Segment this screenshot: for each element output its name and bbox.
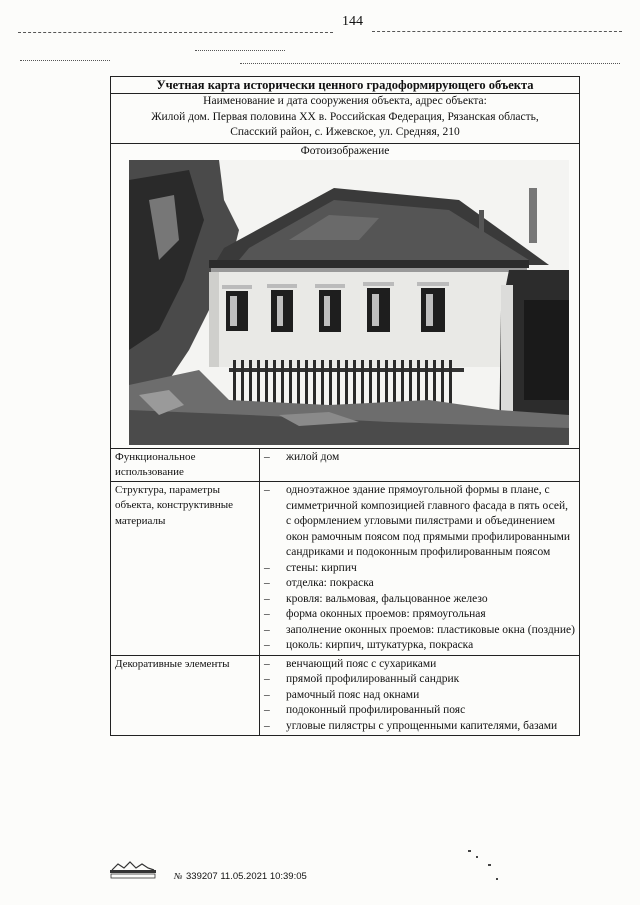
row-items xyxy=(260,656,579,736)
row-items xyxy=(260,482,579,655)
scan-artifact-line xyxy=(18,32,333,33)
registry-stamp-icon xyxy=(108,856,158,880)
row-items xyxy=(260,449,579,482)
row-functional-use xyxy=(111,449,579,483)
info-address: Спасский район, с. Ижевское, ул. Средняя, 210 xyxy=(230,126,460,138)
scan-speck xyxy=(488,864,491,866)
scan-artifact-line xyxy=(240,63,620,64)
list-item: – рамочный пояс над окнами xyxy=(264,688,420,701)
info-name-date: Жилой дом. Первая половина XX в. Российская Федерация, Рязанская область, xyxy=(151,110,539,123)
photo-section xyxy=(111,144,579,449)
row-label: Функциональное использование xyxy=(111,449,260,482)
list-item: – цоколь: кирпич, штукатурка, покраска xyxy=(264,639,474,652)
house-photo xyxy=(129,160,569,445)
info-heading: Наименование и дата сооружения объекта, адрес объекта: xyxy=(203,95,487,107)
list-item: – венчающий пояс с сухариками xyxy=(264,657,437,670)
list-item: – угловые пилястры с упрощенными капителями, базами xyxy=(264,719,558,732)
row-structure xyxy=(111,482,579,656)
photo-caption: Фотоизображение xyxy=(300,144,390,157)
scan-artifact-line xyxy=(195,50,285,51)
row-decorative xyxy=(111,656,579,736)
list-item: – стены: кирпич xyxy=(264,561,357,574)
list-item: – прямой профилированный сандрик xyxy=(264,673,460,686)
card-title: Учетная карта исторически ценного градоформирующего объекта xyxy=(111,77,579,94)
scan-speck xyxy=(496,878,498,880)
registration-card xyxy=(110,76,580,736)
number-sign: № xyxy=(174,871,183,881)
list-item: – подоконный профилированный пояс xyxy=(264,704,466,717)
list-item: – жилой дом xyxy=(264,450,340,463)
scan-artifact-line xyxy=(372,31,622,32)
list-item: – форма оконных проемов: прямоугольная xyxy=(264,608,486,621)
scan-artifact-line xyxy=(20,60,110,61)
list-item: – отделка: покраска xyxy=(264,577,374,590)
page-number: 144 xyxy=(342,14,363,29)
list-item: – кровля: вальмовая, фальцованное железо xyxy=(264,592,488,605)
row-label: Декоративные элементы xyxy=(111,656,260,736)
object-info xyxy=(111,94,579,144)
scan-speck xyxy=(476,856,478,858)
row-label: Структура, параметры объекта, конструктивные материалы xyxy=(111,482,260,655)
list-item: – одноэтажное здание прямоугольной формы в плане, с симметричной композицией главного фасада в пять осей, с оформлением угловыми пилястрами и объединением окон рамочным поясом под прямыми профилированными сандриками и подоконным профилированным поясом xyxy=(264,484,571,559)
document-registration-number: 339207 11.05.2021 10:39:05 xyxy=(186,871,307,882)
scan-speck xyxy=(468,850,471,852)
list-item: – заполнение оконных проемов: пластиковые окна (поздние) xyxy=(264,623,575,636)
